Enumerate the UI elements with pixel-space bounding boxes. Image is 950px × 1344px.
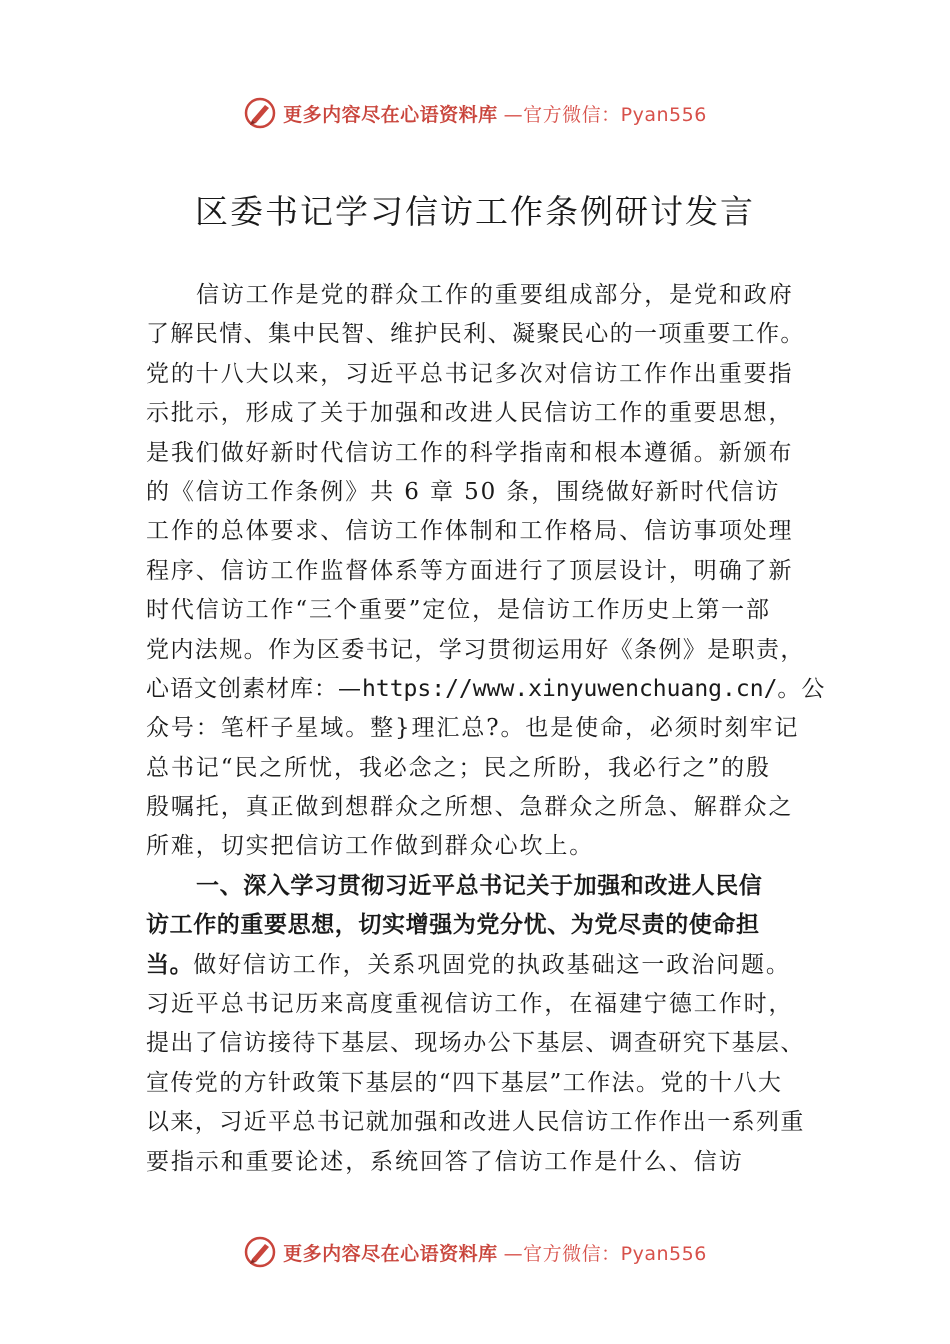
footer-watermark — [0, 1232, 950, 1272]
paragraph-line: 的《信访工作条例》共 6 章 50 条，围绕做好新时代信访 — [146, 478, 781, 505]
paragraph-line: 了解民情、集中民智、维护民利、凝聚民心的一项重要工作。 — [146, 321, 805, 348]
section-heading-end: 当。 — [146, 951, 194, 978]
paragraph-line: 所难，切实把信访工作做到群众心坎上。 — [146, 833, 595, 860]
paragraph-line: 信访工作是党的群众工作的重要组成部分，是党和政府 — [196, 282, 794, 308]
url-prefix-text: 心语文创素材库：— — [146, 675, 362, 702]
url-suffix-text: 。公 — [777, 675, 826, 702]
paragraph-line: 提出了信访接待下基层、现场办公下基层、调查研究下基层、 — [146, 1030, 805, 1057]
paragraph-line-with-url — [146, 670, 826, 709]
paragraph-line: 习近平总书记历来高度重视信访工作，在福建宁德工作时， — [146, 991, 794, 1018]
section-heading-line: 一、深入学习贯彻习近平总书记关于加强和改进人民信 — [196, 872, 763, 899]
paragraph-line: 示批示，形成了关于加强和改进人民信访工作的重要思想， — [146, 400, 794, 427]
paragraph-line: 总书记“民之所忧，我必念之；民之所盼，我必行之”的殷 — [146, 754, 771, 781]
paragraph-line: 程序、信访工作监督体系等方面进行了顶层设计，明确了新 — [146, 557, 794, 584]
paragraph-line: 众号：笔杆子星域。整}理汇总?。也是使命，必须时刻牢记 — [146, 715, 800, 742]
paragraph-line: 党内法规。作为区委书记，学习贯彻运用好《条例》是职责， — [146, 636, 805, 663]
paragraph-line — [146, 946, 822, 985]
paragraph-line: 工作的总体要求、信访工作体制和工作格局、信访事项处理 — [146, 518, 794, 545]
header-watermark — [0, 93, 950, 133]
pen-logo-icon — [243, 1235, 277, 1269]
paragraph-line: 是我们做好新时代信访工作的科学指南和根本遵循。新颁布 — [146, 439, 794, 466]
section-heading-line: 访工作的重要思想，切实增强为党分忧、为党尽责的使命担 — [146, 912, 760, 939]
document-title: 区委书记学习信访工作条例研讨发言 — [195, 192, 755, 231]
paragraph-line: 宣传党的方针政策下基层的“四下基层”工作法。党的十八大 — [146, 1069, 783, 1096]
paragraph-line: 要指示和重要论述，系统回答了信访工作是什么、信访 — [146, 1148, 744, 1175]
paragraph-text: 做好信访工作，关系巩固党的执政基础这一政治问题。 — [193, 951, 791, 978]
paragraph-line: 以来，习近平总书记就加强和改进人民信访工作作出一系列重 — [146, 1109, 805, 1136]
pen-logo-icon — [243, 96, 277, 130]
website-url: https://www.xinyuwenchuang.cn/ — [362, 675, 778, 702]
header-wechat-text: —官方微信：Pyan556 — [503, 103, 707, 126]
footer-brand-text: 更多内容尽在心语资料库 — [283, 1242, 498, 1265]
document-body — [146, 276, 826, 1182]
paragraph-line: 党的十八大以来，习近平总书记多次对信访工作作出重要指 — [146, 360, 794, 387]
footer-wechat-text: —官方微信：Pyan556 — [503, 1242, 707, 1265]
paragraph-line: 殷嘱托，真正做到想群众之所想、急群众之所急、解群众之 — [146, 794, 794, 821]
header-brand-text: 更多内容尽在心语资料库 — [283, 103, 498, 126]
paragraph-line: 时代信访工作“三个重要”定位，是信访工作历史上第一部 — [146, 597, 771, 624]
